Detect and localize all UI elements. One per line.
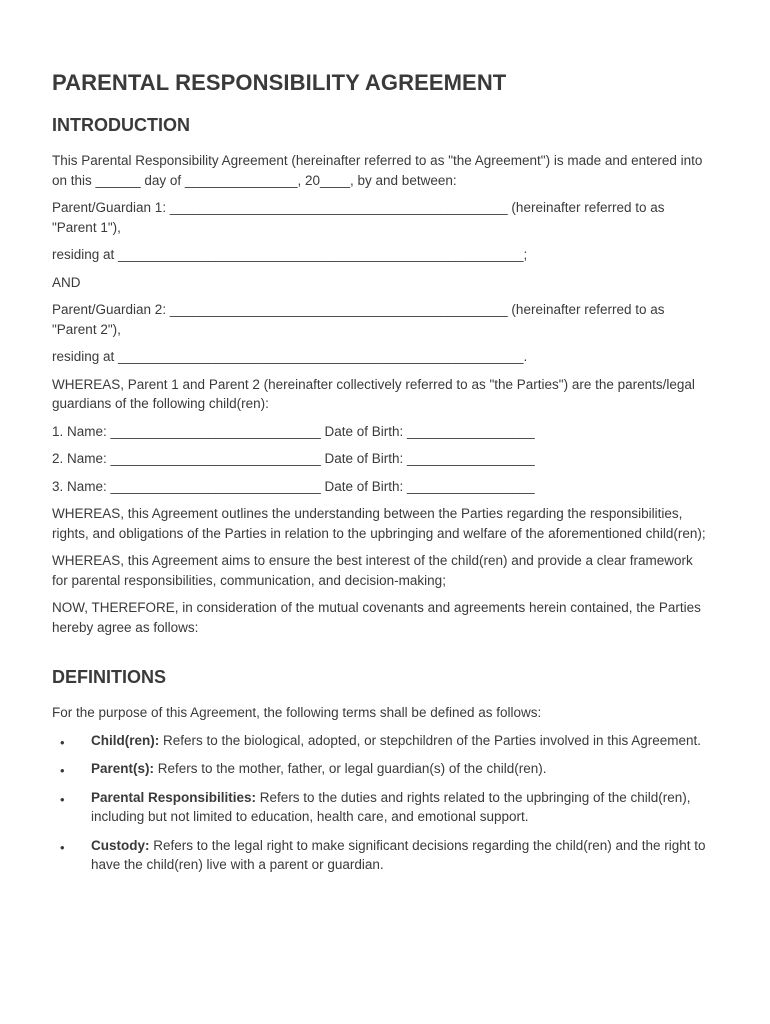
document-title: PARENTAL RESPONSIBILITY AGREEMENT [52, 70, 507, 95]
definition-term: Child(ren): [91, 732, 160, 748]
whereas-aims: WHEREAS, this Agreement aims to ensure the best interest of the child(ren) and provide a clear framework for parental responsibilities, communication, and decision-making; [52, 553, 693, 588]
whereas-outline: WHEREAS, this Agreement outlines the understanding between the Parties regarding the responsibilities, rights, and obligations of the Parties in relation to the upbringing and welfare of the aforementioned child(ren); [52, 506, 706, 541]
definition-text: Refers to the legal right to make significant decisions regarding the child(ren) and the right to have the child(ren) live with a parent or guardian. [91, 837, 706, 872]
list-item [52, 731, 710, 751]
now-therefore: NOW, THEREFORE, in consideration of the mutual covenants and agreements herein contained, the Parties hereby agree as follows: [52, 600, 701, 635]
list-item [52, 836, 710, 875]
whereas-parents: WHEREAS, Parent 1 and Parent 2 (hereinafter collectively referred to as "the Parties") are the parents/legal guardians of the following child(ren): [52, 376, 695, 411]
child-3-line: 3. Name: ____________________________ Date of Birth: _________________ [52, 478, 535, 494]
parent-2-line: Parent/Guardian 2: _____________________________________________ (hereinafter referred to as "Parent 2"), [52, 302, 665, 337]
definition-text: Refers to the biological, adopted, or stepchildren of the Parties involved in this Agreement. [159, 732, 702, 748]
intro-paragraph: This Parental Responsibility Agreement (hereinafter referred to as "the Agreement") is made and entered into on this ______ day of _______________, 20____, by and between: [52, 153, 703, 188]
parent-1-residence: residing at ______________________________________________________; [52, 247, 528, 262]
definition-term: Parental Responsibilities: [91, 789, 257, 805]
list-item [52, 788, 710, 827]
bullet-icon: • [60, 791, 65, 807]
child-2-line: 2. Name: ____________________________ Date of Birth: _________________ [52, 451, 535, 466]
definition-term: Custody: [91, 837, 150, 853]
bullet-icon: • [60, 839, 65, 855]
introduction-section [52, 115, 710, 637]
introduction-heading: INTRODUCTION [52, 115, 190, 135]
and-line: AND [52, 274, 81, 290]
definitions-intro: For the purpose of this Agreement, the following terms shall be defined as follows: [52, 705, 542, 720]
definition-term: Parent(s): [91, 761, 155, 776]
definitions-heading: DEFINITIONS [52, 667, 167, 687]
bullet-icon: • [60, 734, 65, 750]
definition-text: Refers to the duties and rights related to the upbringing of the child(ren), including but not limited to education, health care, and emotional support. [91, 789, 691, 824]
definitions-list [52, 731, 710, 875]
list-item [52, 759, 710, 779]
parent-1-line: Parent/Guardian 1: _____________________________________________ (hereinafter referred to as "Parent 1"), [52, 200, 665, 235]
child-1-line: 1. Name: ____________________________ Date of Birth: _________________ [52, 423, 535, 439]
bullet-icon: • [60, 763, 65, 778]
definition-text: Refers to the mother, father, or legal guardian(s) of the child(ren). [154, 761, 547, 776]
parent-2-residence: residing at ______________________________________________________. [52, 349, 528, 364]
definitions-section [52, 667, 710, 875]
